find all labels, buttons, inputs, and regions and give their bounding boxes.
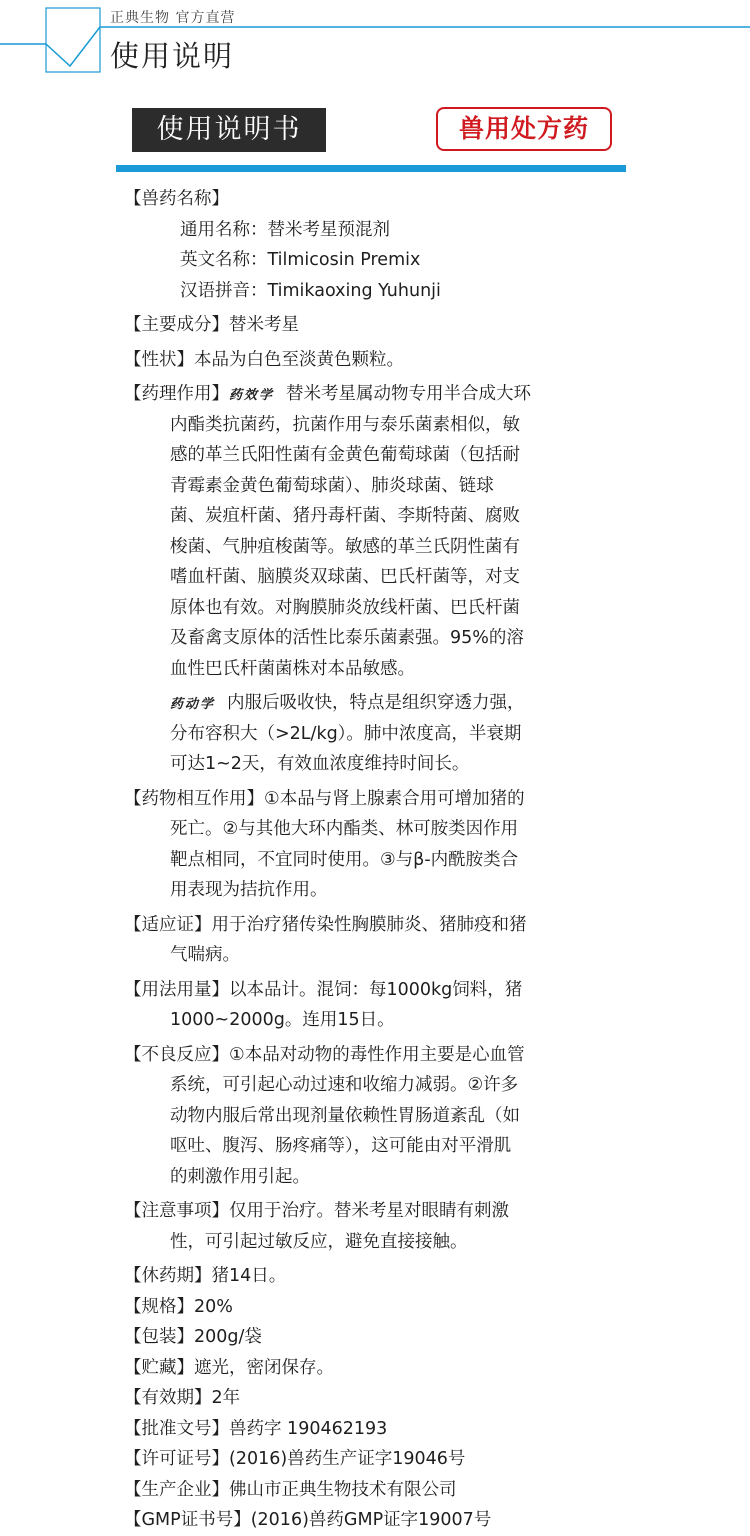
pharmacology-line: 替米考星属动物专用半合成大环: [286, 384, 532, 404]
pharmacology-line: 及畜禽支原体的活性比泰乐菌素强。95%的溶: [170, 628, 524, 648]
pharmacokinetics-line: 内服后吸收快，特点是组织穿透力强，: [227, 693, 525, 713]
pharmacokinetics-line: 可达1~2天，有效血浓度维持时间长。: [170, 754, 470, 774]
adverse-line: 动物内服后常出现剂量依赖性胃肠道紊乱（如: [170, 1105, 520, 1126]
interaction-line: 【药物相互作用】①本品与肾上腺素合用可增加猪的: [124, 788, 525, 809]
pharmacokinetics-line: 分布容积大（>2L/kg）。肺中浓度高，半衰期: [170, 723, 522, 744]
dosage-line: 【用法用量】以本品计。混饲：每1000kg饲料，猪: [124, 979, 523, 1000]
manufacturer: 【生产企业】佛山市正典生物技术有限公司: [124, 1479, 457, 1500]
pharmacology-heading: 【药理作用】: [124, 384, 229, 404]
approval-number: 【批准文号】兽药字 190462193: [124, 1418, 388, 1439]
adverse-line: 的刺激作用引起。: [170, 1166, 310, 1187]
ingredient: 【主要成分】替米考星: [124, 315, 299, 335]
pharmacology-line: 原体也有效。对胸膜肺炎放线杆菌、巴氏杆菌: [170, 597, 520, 618]
indication-line: 【适应证】用于治疗猪传染性胸膜肺炎、猪肺疫和猪: [124, 914, 527, 935]
name-heading: 【兽药名称】: [124, 189, 229, 209]
interaction-line: 靶点相同，不宜同时使用。③与β-内酰胺类合: [170, 849, 519, 870]
indication-line: 气喘病。: [170, 945, 240, 965]
pharmacology-first-line: [124, 379, 624, 410]
pharmacology-line: 内酯类抗菌药，抗菌作用与泰乐菌素相似，敏: [170, 414, 520, 435]
adverse-line: 【不良反应】①本品对动物的毒性作用主要是心血管: [124, 1044, 525, 1065]
interaction-line: 用表现为拮抗作用。: [170, 880, 328, 900]
specification: 【规格】20%: [124, 1296, 233, 1317]
english-name: 英文名称：Tilmicosin Premix: [180, 250, 421, 270]
adverse-line: 系统，可引起心动过速和收缩力减弱。②许多: [170, 1075, 519, 1095]
storage: 【贮藏】遮光，密闭保存。: [124, 1357, 334, 1378]
precaution-line: 性，可引起过敏反应，避免直接接触。: [170, 1231, 468, 1252]
package: 【包装】200g/袋: [124, 1327, 262, 1347]
brand-text: 正典生物 官方直营: [110, 10, 236, 26]
precaution-line: 【注意事项】仅用于治疗。替米考星对眼睛有刺激: [124, 1201, 509, 1221]
manual-tag: 使用说明书: [132, 108, 326, 152]
withdrawal-period: 【休药期】猪14日。: [124, 1266, 287, 1286]
validity: 【有效期】2年: [124, 1388, 241, 1408]
pharmacology-line: 梭菌、气肿疽梭菌等。敏感的革兰氏阴性菌有: [170, 536, 520, 557]
gmp-number: 【GMP证书号】(2016)兽药GMP证字19007号: [124, 1510, 492, 1530]
pharmacology-line: 嗜血杆菌、脑膜炎双球菌、巴氏杆菌等，对支: [170, 567, 520, 587]
prescription-badge: 兽用处方药: [436, 107, 612, 151]
pharmacology-line: 感的革兰氏阳性菌有金黄色葡萄球菌（包括耐: [170, 445, 520, 465]
pharmacology-line: 菌、炭疽杆菌、猪丹毒杆菌、李斯特菌、腐败: [170, 506, 520, 526]
adverse-line: 呕吐、腹泻、肠疼痛等），这可能由对平滑肌: [170, 1136, 512, 1156]
appearance: 【性状】本品为白色至淡黄色颗粒。: [124, 349, 404, 370]
check-mark-icon: [46, 27, 100, 66]
section-title: 使用说明: [110, 39, 235, 73]
dosage-line: 1000~2000g。连用15日。: [170, 1010, 395, 1030]
interaction-line: 死亡。②与其他大环内酯类、林可胺类因作用: [170, 819, 519, 839]
pharmacology-line: 血性巴氏杆菌菌株对本品敏感。: [170, 658, 415, 679]
divider-bar: [116, 165, 626, 172]
pharmacodynamics-label: 药效学: [229, 388, 275, 403]
common-name: 通用名称：替米考星预混剂: [180, 219, 390, 240]
pharmacokinetics-label: 药动学: [170, 697, 216, 712]
pinyin-name: 汉语拼音：Timikaoxing Yuhunji: [180, 280, 441, 301]
pharmacology-line: 青霉素金黄色葡萄球菌）、肺炎球菌、链球: [170, 475, 494, 496]
manual-content: [124, 184, 624, 1536]
pharmacokinetics-first-line: [170, 688, 624, 719]
license-number: 【许可证号】(2016)兽药生产证字19046号: [124, 1449, 466, 1469]
